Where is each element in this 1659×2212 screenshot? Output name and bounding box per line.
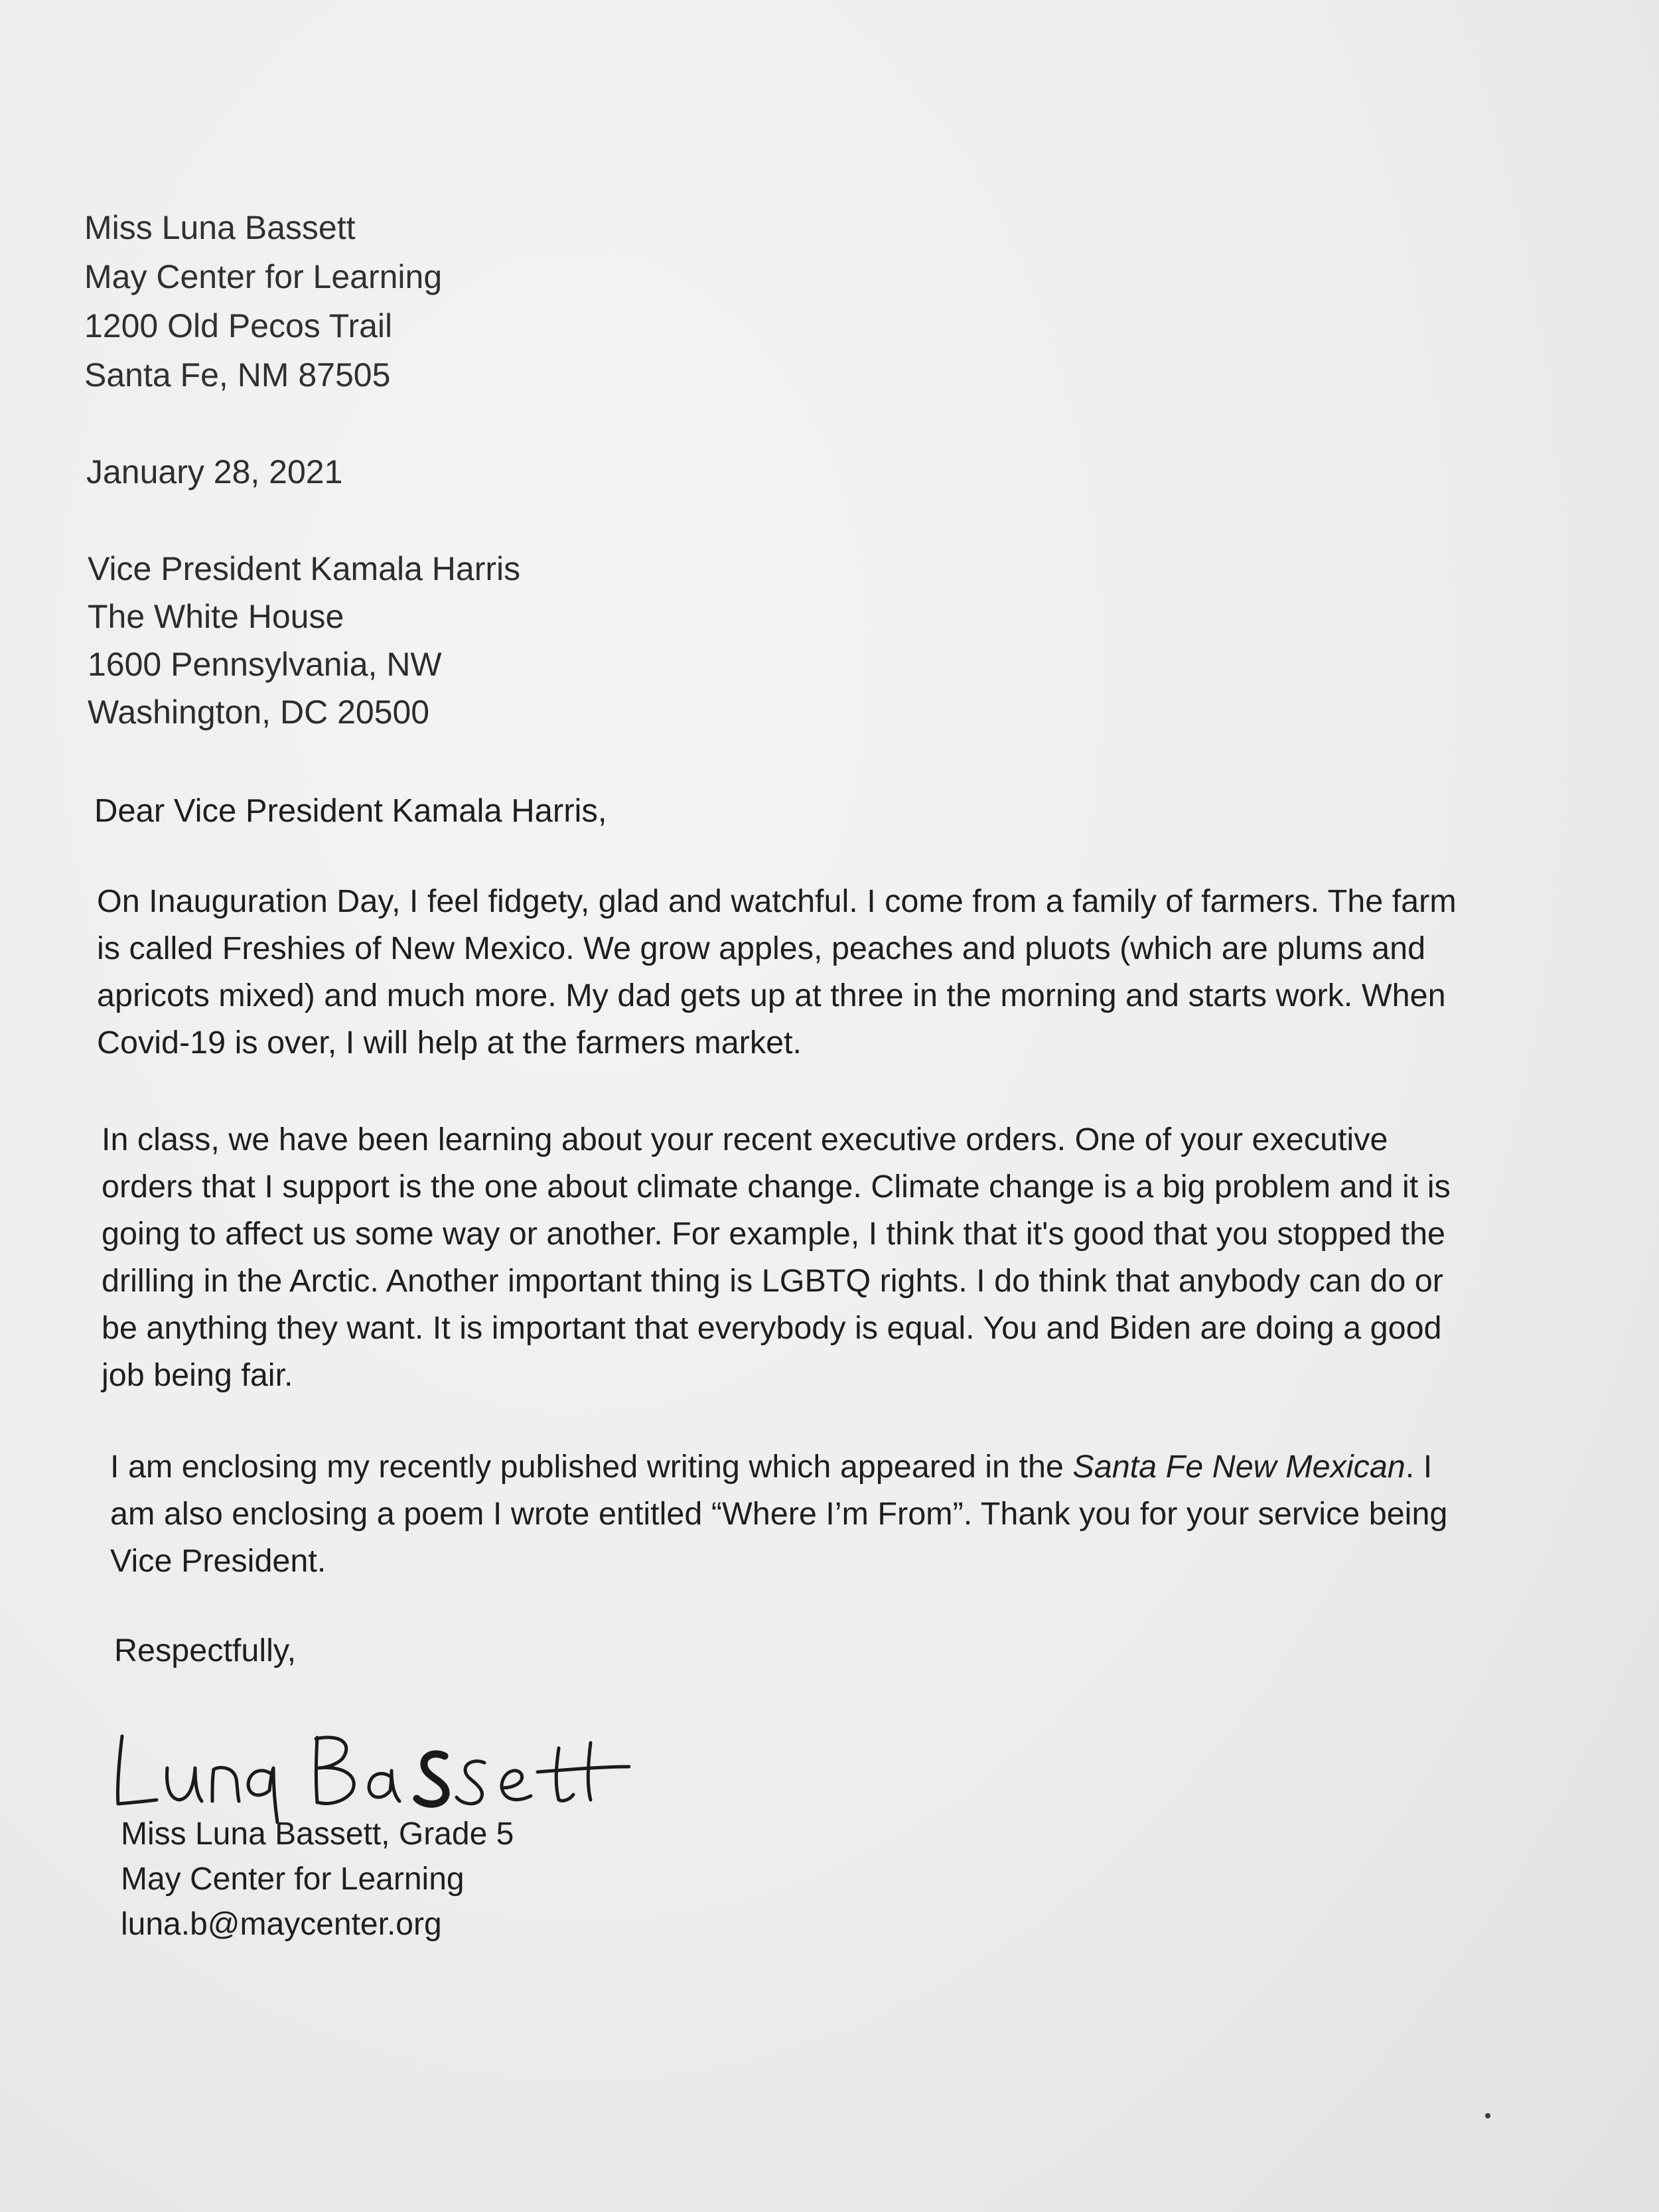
paragraph-line: Vice President. [110, 1543, 326, 1579]
paragraph-line: In class, we have been learning about your recent executive orders. One of your executive [102, 1122, 1388, 1157]
letter-date [86, 447, 342, 496]
paragraph-line: drilling in the Arctic. Another important thing is LGBTQ rights. I do think that anybody can do or [102, 1263, 1443, 1299]
sender-city: Santa Fe, NM 87505 [84, 356, 391, 394]
paragraph-text: . I [1405, 1449, 1433, 1485]
paragraph-line: On Inauguration Day, I feel fidgety, glad and watchful. I come from a family of farmers. The farm [97, 883, 1457, 919]
paragraph-text: I am enclosing my recently published writing which appeared in the [110, 1449, 1073, 1485]
recipient-city: Washington, DC 20500 [88, 694, 430, 731]
closing-text: Respectfully, [114, 1633, 297, 1668]
handwritten-signature [113, 1724, 630, 1824]
salutation-text: Dear Vice President Kamala Harris, [94, 793, 607, 829]
paragraph-line: going to affect us some way or another. For example, I think that it's good that you stopped the [102, 1216, 1446, 1252]
paragraph-line [110, 1443, 1447, 1491]
sender-street: 1200 Old Pecos Trail [84, 307, 393, 344]
paragraph-line: job being fair. [102, 1357, 293, 1393]
body-paragraph-2 [102, 1116, 1451, 1399]
sender-org: May Center for Learning [84, 258, 443, 295]
salutation [94, 788, 607, 835]
recipient-street: 1600 Pennsylvania, NW [88, 646, 442, 683]
paragraph-line: be anything they want. It is important that everybody is equal. You and Biden are doing a good [102, 1310, 1442, 1346]
recipient-name: Vice President Kamala Harris [88, 550, 521, 587]
recipient-org: The White House [88, 598, 344, 635]
signer-name: Miss Luna Bassett, Grade 5 [121, 1816, 514, 1852]
body-paragraph-1 [97, 878, 1457, 1067]
closing [114, 1627, 296, 1674]
paragraph-line: is called Freshies of New Mexico. We grow apples, peaches and pluots (which are plums and [97, 930, 1426, 966]
signer-org: May Center for Learning [121, 1862, 465, 1897]
paragraph-line: orders that I support is the one about climate change. Climate change is a big problem and it is [102, 1169, 1451, 1205]
signer-email: luna.b@maycenter.org [121, 1907, 442, 1942]
sender-name: Miss Luna Bassett [84, 209, 356, 246]
newspaper-title: Santa Fe New Mexican [1072, 1449, 1406, 1485]
date-text: January 28, 2021 [86, 453, 343, 490]
sender-address [84, 203, 442, 400]
paragraph-line: apricots mixed) and much more. My dad gets up at three in the morning and starts work. When [97, 978, 1446, 1013]
body-paragraph-3 [110, 1443, 1447, 1585]
paragraph-line: Covid-19 is over, I will help at the farmers market. [97, 1025, 802, 1061]
paper-speck [1485, 2113, 1490, 2118]
signer-block [121, 1812, 514, 1947]
paragraph-line: am also enclosing a poem I wrote entitled “Where I’m From”. Thank you for your service being [110, 1496, 1448, 1532]
recipient-address [88, 545, 520, 736]
